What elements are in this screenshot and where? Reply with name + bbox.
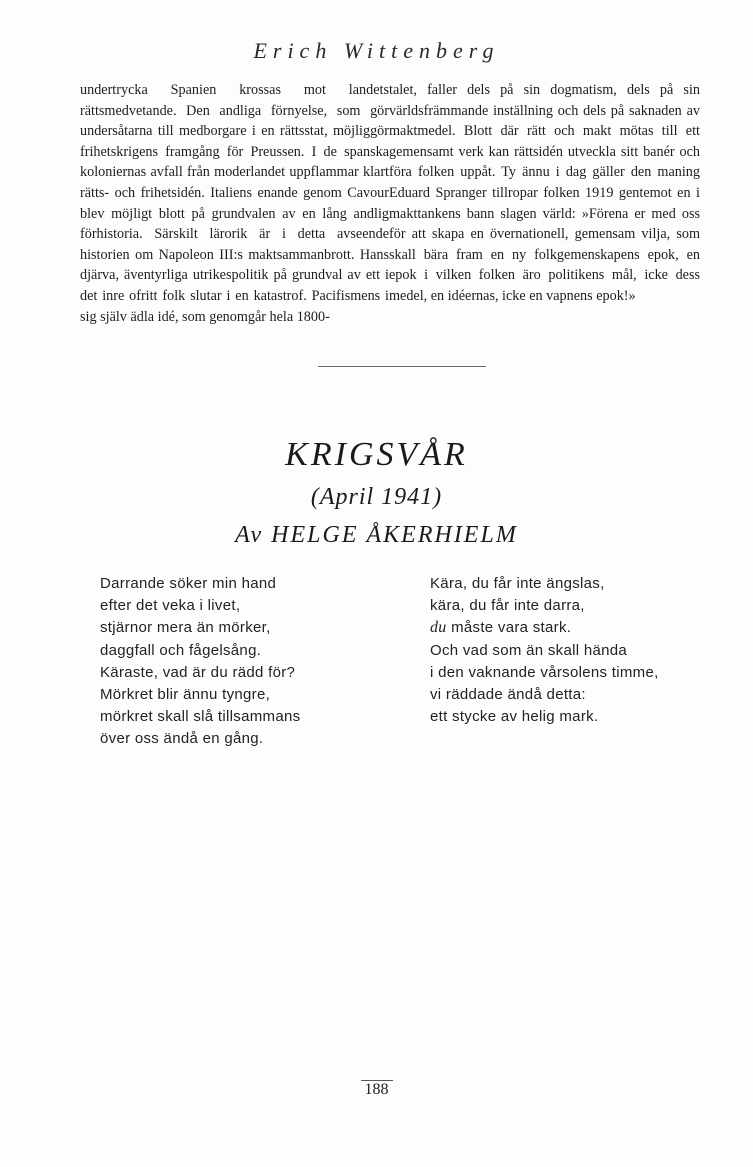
poem-date: (April 1941) [310,484,443,510]
poem-line: Och vad som än skall hända [430,641,628,659]
poem-line-rest: måste vara stark. [446,619,572,637]
poem-line: i den vaknande vårsolens timme, [430,663,659,681]
section-divider [318,366,486,367]
prose-right-column [389,80,700,327]
poem-line: vi räddade ändå detta: [430,686,586,704]
poem-title: KRIGSVÅR [285,436,468,473]
poem-line: efter det veka i livet, [100,597,241,615]
poem-line: Darrande söker min hand [100,575,277,592]
poem-line: över oss ändå en gång. [100,730,264,748]
poem-line: mörkret skall slå tillsammans [100,708,301,726]
poem-line: ett stycke av helig mark. [430,708,599,726]
poem-line [430,617,720,639]
poem-line: Kära, du får inte ängslas, [430,575,605,592]
poem-line: stjärnor mera än mörker, [100,619,271,637]
poem-line-emphasis: du [430,619,447,637]
prose-right-text: talet, faller dels på sin dogmatism, dels på sin världsfrämmande inställning och dels på saknaden av maktmedel. Blott där rätt och makt mötas till ett gemensamt verk kan rättsidén utveckla sitt banér och föra folken uppåt. Ty ännu i dag gäller den maning Eduard Spranger tillropar folken 1919 gentemot en i makttankens bann slagen värld: »Förena er med oss för att skapa en övernationell, gemensam vilja, som skall bära fram en ny folkgemenskapens epok, en epok i vilken folken äro politikens mål, icke dess medel, en idéernas, icke en vapnens epok!» [389,82,700,304]
poem-line: kära, du får inte darra, [430,597,585,615]
page-number-text: 188 [361,1080,393,1099]
poem-line: daggfall och fågelsång. [100,641,262,659]
prose-left-text: undertrycka Spanien krossas mot landets rättsmedvetande. Den andliga förnyelse, som gör undersåtarna till medborgare i en rättsstat, möjliggör frihetskrigens framgång för Preussen. I de spanska koloniernas avfall från moderlandet uppflammar klart rätts- och frihetsidén. Italiens enande genom Cavour blev möjligt blott på grundvalen av en lång andlig förhistoria. Särskilt lärorik är i detta avseende historien om Napoleon III:s maktsammanbrott. Hans djärva, äventyrliga utrikespolitik på grundval av ett i det inre ofritt folk slutar i en katastrof. Pacifismens i sig själv ädla idé, som genomgår hela 1800- [80,82,389,325]
running-head: Erich Wittenberg [253,38,500,63]
page-number [0,1080,753,1099]
poem-line: Käraste, vad är du rädd för? [100,663,296,681]
poem-stanza-right [430,573,720,728]
prose-section [80,80,700,327]
prose-left-column [80,80,389,327]
poem-line: Mörkret blir ännu tyngre, [100,686,271,704]
poem-author: Av HELGE ÅKERHIELM [235,522,518,548]
poem-stanza-left [100,573,360,751]
